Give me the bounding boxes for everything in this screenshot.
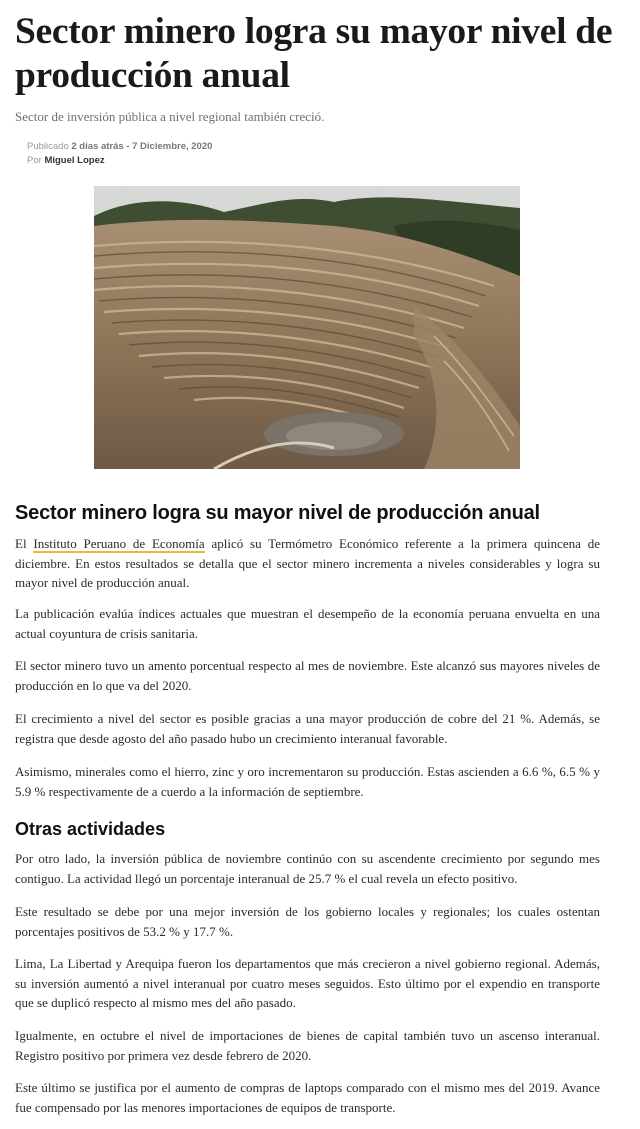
paragraph-2: La publicación evalúa índices actuales que muestran el desempeño de la economía peruana envuelta en una actual coyuntura de crisis sanitaria. [15, 606, 600, 641]
paragraph-3: El sector minero tuvo un amento porcentual respecto al mes de noviembre. Este alcanzó sus mayores niveles de producción en lo que va del 2020. [15, 658, 600, 693]
paragraph-8: Lima, La Libertad y Arequipa fueron los departamentos que más crecieron a nivel gobierno regional. Además, su inversión aumentó a nivel interanual por cuatro meses seguidos. Esto último por el expendio en transporte que se duplicó respecto al mismo mes del año pasado. [15, 956, 600, 1010]
hero-image [94, 186, 520, 469]
paragraph-5: Asimismo, minerales como el hierro, zinc y oro incrementaron su producción. Estas ascienden a 6.6 %, 6.5 % y 5.9 % respectivamente de a cuerdo a la información de septiembre. [15, 764, 600, 799]
published-relative: 2 días atrás [71, 141, 124, 152]
published-date: 7 Diciembre, 2020 [132, 141, 213, 152]
article-headline: Sector minero logra su mayor nivel de producción anual [15, 11, 613, 96]
published-line [27, 140, 212, 154]
article-subtitle: Sector de inversión pública a nivel regional también creció. [15, 109, 325, 124]
published-separator: - [123, 141, 133, 152]
paragraph-4: El crecimiento a nivel del sector es posible gracias a una mayor producción de cobre del 21 %. Además, se registra que desde agosto del año pasado hubo un crecimiento interanual favorable. [15, 711, 600, 746]
paragraph-1-start: El [15, 536, 34, 551]
paragraph-10: Este último se justifica por el aumento de compras de laptops comparado con el mismo mes del 2019. Avance fue compensado por las menores importaciones de equipos de transporte. [15, 1080, 600, 1115]
paragraph-7: Este resultado se debe por una mejor inversión de los gobierno locales y regionales; los cuales ostentan porcentajes positivos de 53.2 % y 17.7 %. [15, 904, 600, 939]
published-prefix: Publicado [27, 141, 69, 152]
paragraph-1 [15, 534, 600, 593]
open-pit-mine-illustration [94, 186, 520, 469]
author-link[interactable]: Miguel Lopez [44, 155, 105, 166]
by-label: Por [27, 155, 42, 166]
paragraph-1-rest: aplicó su Termómetro Económico referente a la primera quincena de diciembre. En estos resultados se detalla que el sector minero incrementa a niveles considerables y logra su mayor nivel de producción anual. [15, 536, 600, 590]
byline [27, 154, 212, 168]
paragraph-6: Por otro lado, la inversión pública de noviembre continúo con su ascendente crecimiento por segundo mes contiguo. La actividad llegó un porcentaje interanual de 25.7 % el cual revela un efecto positivo. [15, 851, 600, 886]
ipe-link[interactable]: Instituto Peruano de Economía [33, 536, 205, 551]
article-meta [27, 140, 212, 168]
paragraph-9: Igualmente, en octubre el nivel de importaciones de bienes de capital también tuvo un ascenso interanual. Registro positivo por primera vez desde febrero de 2020. [15, 1028, 600, 1063]
section-heading-mining: Sector minero logra su mayor nivel de producción anual [15, 502, 540, 524]
section-heading-other-activities: Otras actividades [15, 819, 166, 839]
